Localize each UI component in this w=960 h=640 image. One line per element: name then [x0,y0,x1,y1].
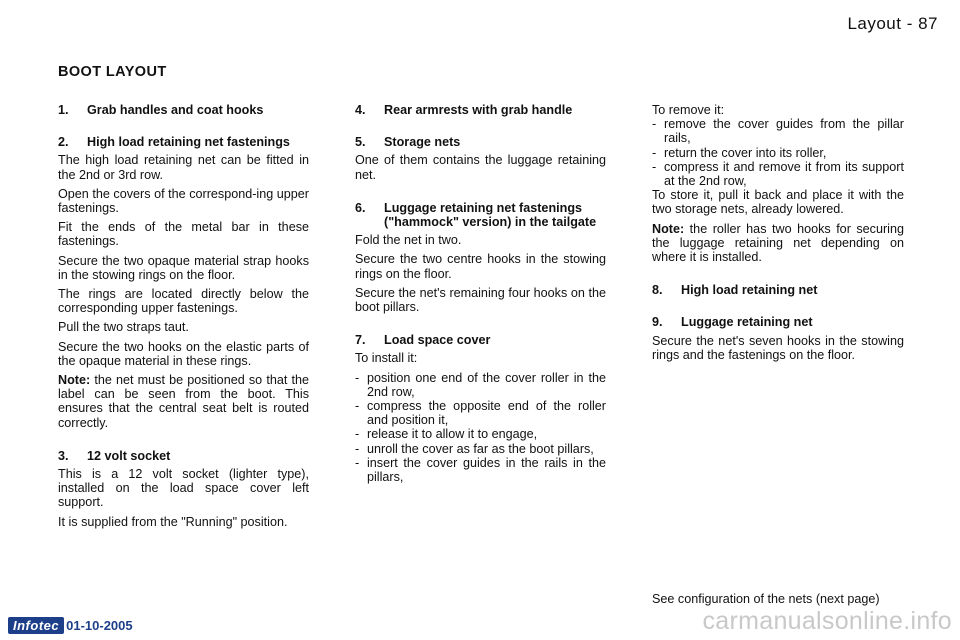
paragraph: Secure the two hooks on the elastic parts of the opaque material in these rings. [58,339,309,368]
heading-number: 1. [58,103,69,117]
list-dash: - [355,427,360,442]
note-label: Note: [58,373,91,388]
heading-text: Load space cover [384,333,491,348]
note-paragraph [58,373,309,430]
paragraph: Fit the ends of the metal bar in these fastenings. [58,220,309,249]
paragraph: Secure the net's seven hooks in the stowing rings and the fastenings on the floor. [652,333,904,362]
paragraph: One of them contains the luggage retaining net. [355,153,606,182]
list-item-text: compress it and remove it from its support at the 2nd row, [664,159,904,189]
note-paragraph [652,222,904,265]
paragraph: Secure the two centre hooks in the stowing rings on the floor. [355,252,606,281]
heading-text: Storage nets [384,135,461,150]
heading-number: 3. [58,448,69,463]
see-next-page-note: See configuration of the nets (next page) [652,592,880,606]
heading-number: 8. [652,283,663,298]
list-item [355,442,606,456]
paragraph: Secure the net's remaining four hooks on the boot pillars. [355,285,606,315]
list-dash: - [355,370,360,385]
heading-text: Grab handles and coat hooks [87,103,264,117]
note-text: the roller has two hooks for securing the luggage retaining net depending on where it is installed. [652,221,904,265]
heading-text: Luggage retaining net [681,315,813,330]
list-item [355,399,606,427]
heading-6 [355,201,606,229]
heading-3 [58,449,309,463]
list-item-text: return the cover into its roller, [664,145,827,160]
paragraph: Secure the two opaque material strap hooks in the stowing rings on the floor. [58,253,309,282]
footer [8,617,133,634]
paragraph: Open the covers of the correspond-ing upper fastenings. [58,186,309,216]
list-item-text: unroll the cover as far as the boot pillars, [367,441,594,456]
heading-number: 2. [58,135,69,150]
note-label: Note: [652,221,685,236]
list-item [355,427,606,441]
footer-date: 01-10-2005 [66,618,133,633]
list-item [652,117,904,145]
watermark: carmanualsonline.info [702,607,952,635]
paragraph: Fold the net in two. [355,233,462,248]
list-item [355,371,606,399]
paragraph: It is supplied from the "Running" position. [58,514,288,529]
list-dash: - [652,159,657,174]
section-title: BOOT LAYOUT [58,64,167,80]
heading-text: High load retaining net [681,283,818,298]
column-3 [652,103,904,367]
heading-number: 5. [355,135,366,150]
paragraph: The high load retaining net can be fitted in the 2nd or 3rd row. [58,153,309,182]
heading-number: 4. [355,103,366,117]
infotec-logo: Infotec [8,617,64,634]
paragraph: To store it, pull it back and place it with the two storage nets, already lowered. [652,188,904,217]
list-dash: - [355,455,360,470]
list-item-text: position one end of the cover roller in the 2nd row, [367,370,606,399]
list-item-text: insert the cover guides in the rails in the pillars, [367,455,606,485]
heading-text: 12 volt socket [87,448,171,463]
note-text: the net must be positioned so that the label can be seen from the boot. This ensures that the central seat belt is routed correctly. [58,373,309,430]
heading-text: Luggage retaining net fastenings ("hammock" version) in the tailgate [384,200,597,230]
heading-2 [58,135,309,149]
heading-number: 6. [355,200,366,215]
column-1 [58,103,309,534]
paragraph: Pull the two straps taut. [58,320,189,335]
paragraph: The rings are located directly below the corresponding upper fastenings. [58,287,309,316]
list-dash: - [652,117,657,132]
paragraph: This is a 12 volt socket (lighter type), installed on the load space cover left support. [58,467,309,510]
heading-text: High load retaining net fastenings [87,135,290,150]
list-dash: - [355,441,360,456]
list-dash: - [355,399,360,414]
list-item-text: release it to allow it to engage, [367,427,538,442]
column-2 [355,103,606,484]
heading-7 [355,333,606,347]
heading-text: Rear armrests with grab handle [384,103,573,117]
page-header-title: Layout - 87 [847,14,938,33]
list-item-text: remove the cover guides from the pillar rails, [664,117,904,146]
heading-number: 9. [652,315,663,330]
list-item [652,146,904,160]
list-item [652,160,904,188]
list-dash: - [652,145,657,160]
heading-number: 7. [355,333,366,348]
heading-8 [652,283,904,297]
remove-intro: To remove it: [652,103,725,117]
heading-4 [355,103,606,117]
heading-5 [355,135,606,149]
list-item [355,456,606,484]
heading-9 [652,315,904,329]
heading-1 [58,103,309,117]
install-intro: To install it: [355,351,418,366]
list-item-text: compress the opposite end of the roller and position it, [367,399,606,428]
